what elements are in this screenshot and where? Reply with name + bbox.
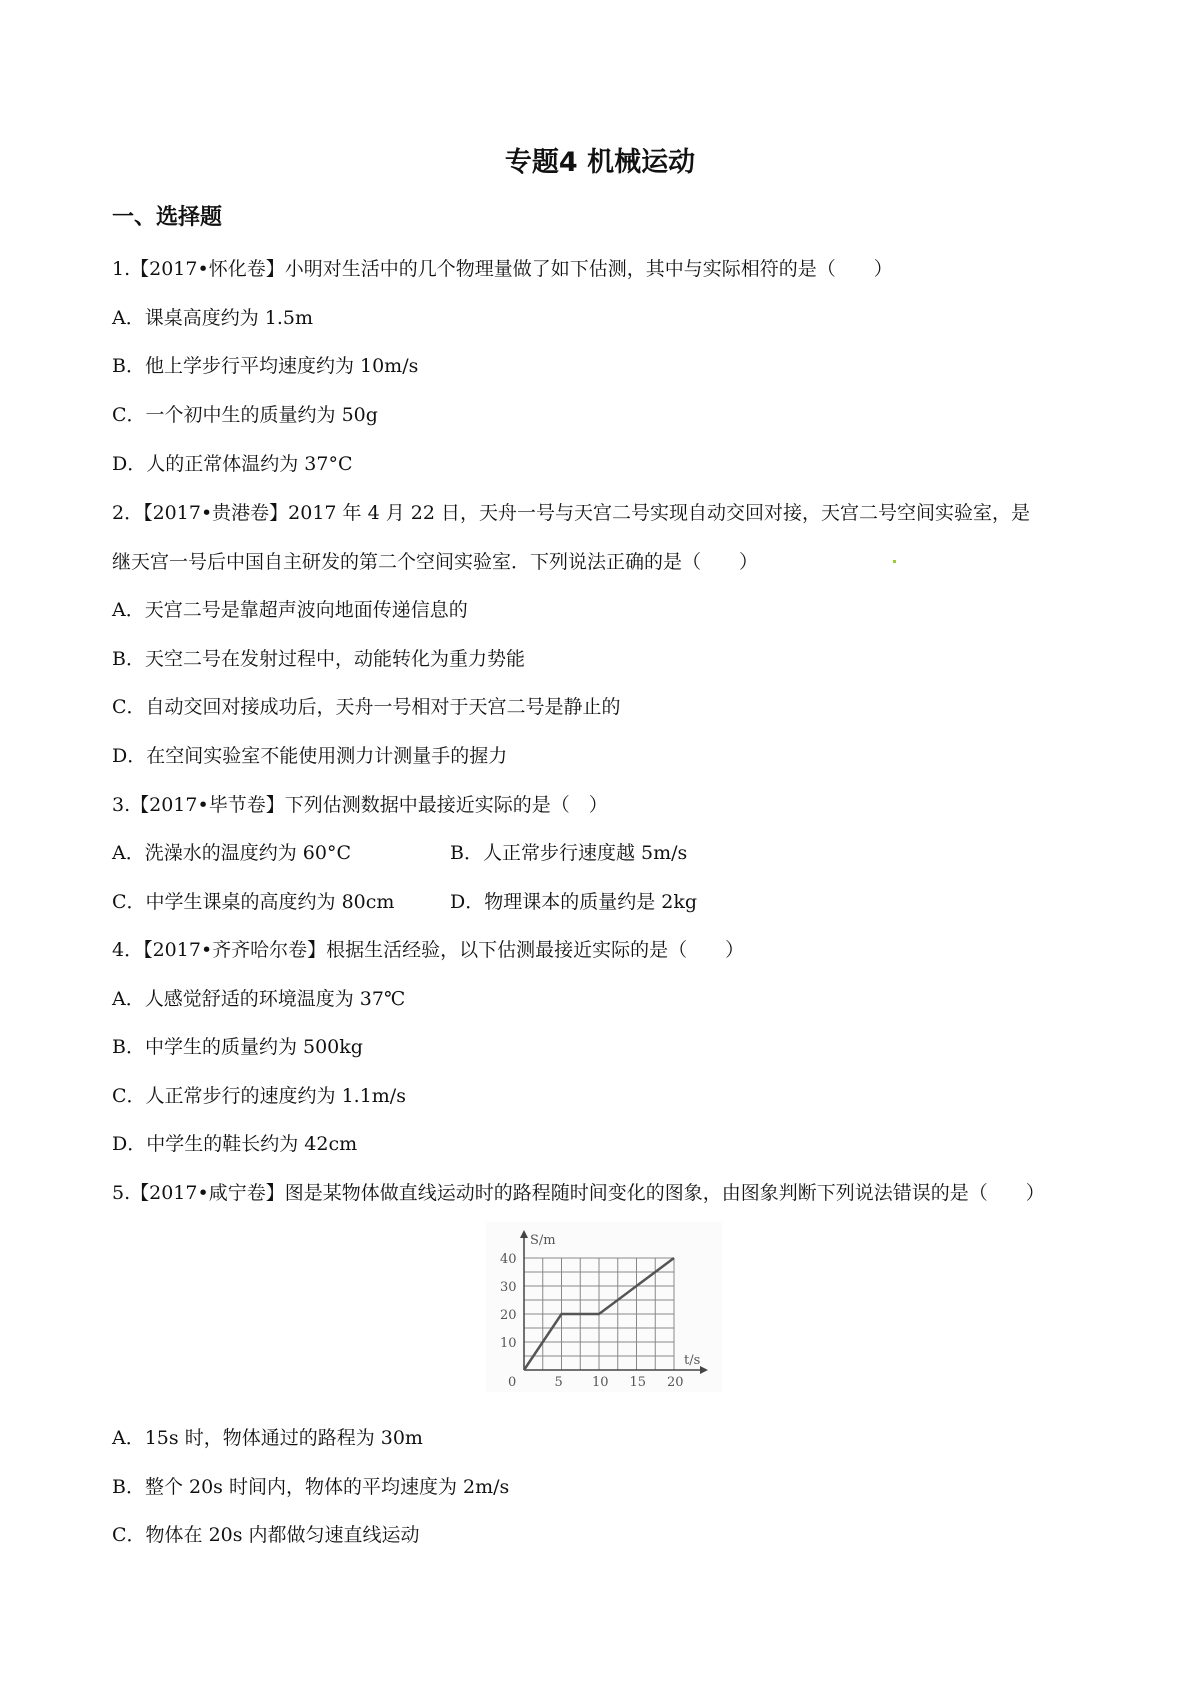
y-tick-label: 10 xyxy=(500,1336,517,1351)
x-axis-label: t/s xyxy=(684,1353,701,1368)
y-tick-label: 30 xyxy=(500,1280,517,1295)
question-2-stem-line1: 2．【2017•贵港卷】2017 年 4 月 22 日，天舟一号与天宫二号实现自动交回对接，天宫二号空间实验室，是 xyxy=(112,502,1030,524)
question-4-stem: 4．【2017•齐齐哈尔卷】根据生活经验，以下估测最接近实际的是（ ） xyxy=(112,939,745,961)
question-2-option-b: B．天空二号在发射过程中，动能转化为重力势能 xyxy=(112,648,525,670)
question-4-option-d: D．中学生的鞋长约为 42cm xyxy=(112,1133,358,1155)
section-heading: 一、选择题 xyxy=(112,205,223,230)
question-5-option-c: C．物体在 20s 内都做匀速直线运动 xyxy=(112,1524,420,1546)
question-3-stem: 3.【2017•毕节卷】下列估测数据中最接近实际的是（ ） xyxy=(112,794,608,816)
question-4-option-a: A．人感觉舒适的环境温度为 37℃ xyxy=(112,988,406,1010)
x-tick-label: 10 xyxy=(592,1375,609,1390)
question-1-option-d: D．人的正常体温约为 37°C xyxy=(112,453,353,475)
question-3-option-c: C．中学生课桌的高度约为 80cm xyxy=(112,891,395,913)
question-4-option-c: C．人正常步行的速度约为 1.1m/s xyxy=(112,1085,406,1107)
question-4-option-b: B．中学生的质量约为 500kg xyxy=(112,1036,363,1058)
question-3-option-a: A．洗澡水的温度约为 60°C xyxy=(112,842,351,864)
question-3-option-d: D．物理课本的质量约是 2kg xyxy=(450,891,698,913)
question-5-stem: 5.【2017•咸宁卷】图是某物体做直线运动时的路程随时间变化的图象，由图象判断下列说法错误的是（ ） xyxy=(112,1182,1045,1204)
origin-label: 0 xyxy=(508,1375,517,1390)
x-tick-label: 15 xyxy=(629,1375,647,1390)
question-1-option-a: A．课桌高度约为 1.5m xyxy=(112,307,313,329)
distance-time-graph xyxy=(486,1222,722,1392)
y-tick-label: 20 xyxy=(500,1308,517,1323)
question-5-option-b: B．整个 20s 时间内，物体的平均速度为 2m/s xyxy=(112,1476,510,1498)
question-2-option-a: A．天宫二号是靠超声波向地面传递信息的 xyxy=(112,599,468,621)
question-1-stem: 1.【2017•怀化卷】小明对生活中的几个物理量做了如下估测，其中与实际相符的是（ ） xyxy=(112,258,893,280)
y-axis-label: S/m xyxy=(530,1233,556,1248)
question-5-option-a: A．15s 时，物体通过的路程为 30m xyxy=(112,1427,423,1449)
question-2-option-c: C．自动交回对接成功后，天舟一号相对于天宫二号是静止的 xyxy=(112,696,621,718)
y-tick-label: 40 xyxy=(500,1252,517,1267)
page-title: 专题4 机械运动 xyxy=(504,147,696,178)
question-3-option-b: B．人正常步行速度越 5m/s xyxy=(450,842,688,864)
x-tick-label: 20 xyxy=(667,1375,684,1390)
question-1-option-b: B．他上学步行平均速度约为 10m/s xyxy=(112,355,419,377)
speck-mark xyxy=(893,560,896,563)
question-2-stem-line2: 继天宫一号后中国自主研发的第二个空间实验室．下列说法正确的是（ ） xyxy=(112,551,759,573)
x-tick-label: 5 xyxy=(554,1375,563,1390)
question-1-option-c: C．一个初中生的质量约为 50g xyxy=(112,404,378,426)
question-2-option-d: D．在空间实验室不能使用测力计测量手的握力 xyxy=(112,745,508,767)
